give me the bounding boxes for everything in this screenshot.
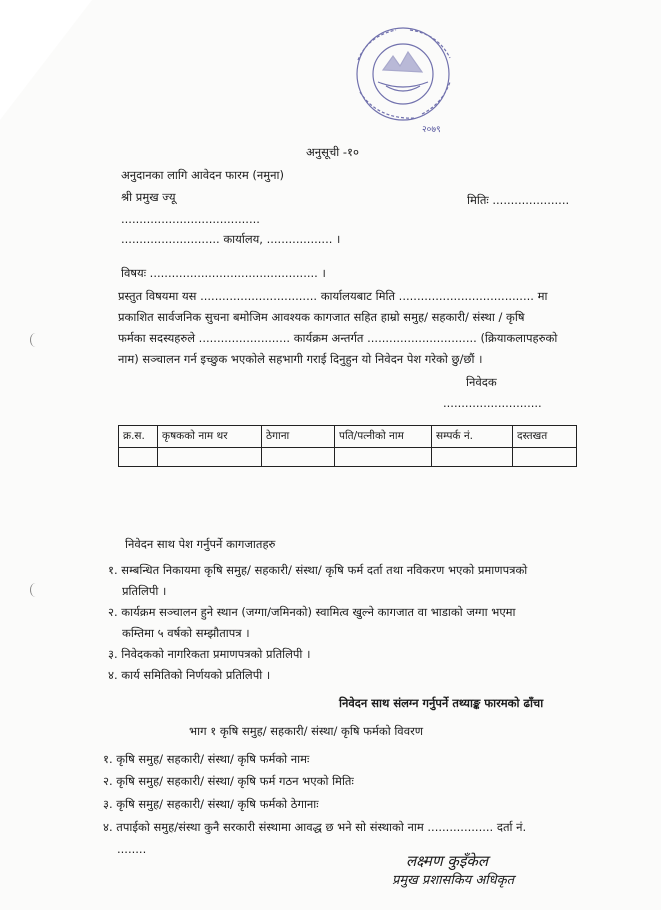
table-header-row bbox=[119, 426, 577, 448]
documents-heading: निवेदन साथ पेश गर्नुपर्ने कागजातहरु bbox=[125, 537, 276, 551]
svg-text:२०७९: २०७९ bbox=[422, 125, 441, 134]
table-header: क्र.स. bbox=[119, 426, 158, 448]
officer-signature bbox=[392, 848, 542, 898]
table-header: पति/पत्नीको नाम bbox=[335, 426, 432, 448]
punch-hole-mark bbox=[30, 333, 41, 347]
date-field: मितिः ..................... bbox=[467, 193, 570, 207]
signature-title: प्रमुख प्रशासकिय अधिकृत bbox=[392, 873, 515, 888]
punch-hole-mark bbox=[30, 583, 41, 597]
table-header: ठेगाना bbox=[262, 426, 335, 448]
attachment-heading: निवेदन साथ संलग्न गर्नुपर्ने तथ्याङ्क फारमको ढाँचा bbox=[339, 696, 544, 710]
subject-line: विषयः .............................................. । bbox=[121, 266, 326, 280]
part1-item: १. कृषि समुह/ सहकारी/ संस्था/ कृषि फर्मको नामः bbox=[103, 752, 310, 766]
body-line: नाम) सञ्चालन गर्न इच्छुक भएकोले सहभागी गराई दिनुहुन यो निवेदन पेश गरेको छु/छौं । bbox=[118, 352, 483, 366]
part1-item: ४. तपाईको समुह/संस्था कुनै सरकारी संस्थामा आवद्ध छ भने सो संस्थाको नाम .................. दर्ता नं. bbox=[103, 820, 527, 834]
form-title: अनुदानका लागि आवेदन फारम (नमुना) bbox=[121, 168, 284, 182]
part1-item-continued: ........ bbox=[117, 842, 147, 856]
table-header: सम्पर्क नं. bbox=[432, 426, 513, 448]
body-line: प्रकाशित सार्वजनिक सुचना बमोजिम आवश्यक कागजात सहित हाम्रो समुह/ सहकारी/ संस्था / कृषि bbox=[118, 310, 525, 324]
table-cell bbox=[432, 447, 513, 466]
part1-heading: भाग १ कृषि समुह/ सहकारी/ संस्था/ कृषि फर्मको विवरण bbox=[189, 724, 424, 738]
table-cell bbox=[119, 447, 158, 466]
address-line-2: ........................... कार्यालय, .................. । bbox=[121, 232, 341, 246]
address-line-1: ...................................... bbox=[121, 212, 260, 226]
document-item: १. सम्बन्धित निकायमा कृषि समुह/ सहकारी/ संस्था/ कृषि फर्म दर्ता तथा नविकरण भएको प्रमाणपत्रको bbox=[108, 563, 528, 577]
signature-name: लक्ष्मण कुइँकेल bbox=[406, 852, 489, 870]
applicant-signature-line: ........................... bbox=[443, 396, 542, 410]
document-item-continued: प्रतिलिपी । bbox=[122, 584, 167, 598]
table-cell bbox=[513, 447, 577, 466]
document-item: ३. निवेदकको नागरिकता प्रमाणपत्रको प्रतिलिपी । bbox=[108, 647, 311, 661]
table-header: दस्तखत bbox=[513, 426, 577, 448]
body-line: प्रस्तुत विषयमा यस ................................ कार्यालयबाट मिति ..................................... मा bbox=[118, 289, 548, 303]
document-item-continued: कम्तिमा ५ वर्षको सम्झौतापत्र । bbox=[122, 626, 250, 640]
part1-item: ३. कृषि समुह/ सहकारी/ संस्था/ कृषि फर्मको ठेगानाः bbox=[103, 797, 319, 811]
part1-item: २. कृषि समुह/ सहकारी/ संस्था/ कृषि फर्म गठन भएको मितिः bbox=[103, 774, 354, 788]
table-header: कृषकको नाम थर bbox=[158, 426, 262, 448]
table-row bbox=[119, 447, 577, 466]
applicant-label: निवेदक bbox=[466, 375, 497, 389]
document-item: २. कार्यक्रम सञ्चालन हुने स्थान (जग्गा/जमिनको) स्वामित्व खुल्ने कागजात वा भाडाको जग्गा भएमा bbox=[108, 605, 516, 619]
document-item: ४. कार्य समितिको निर्णयको प्रतिलिपी । bbox=[108, 668, 271, 682]
table-cell bbox=[335, 447, 432, 466]
official-seal-stamp bbox=[338, 22, 468, 134]
addressee: श्री प्रमुख ज्यू bbox=[121, 190, 176, 204]
body-line: फर्मका सदस्यहरुले ......................... कार्यक्रम अन्तर्गत .............................. (क्रियाकलापहरुको bbox=[118, 331, 558, 345]
folded-corner bbox=[0, 0, 92, 120]
table-cell bbox=[158, 447, 262, 466]
farmer-details-table bbox=[118, 425, 577, 467]
table-cell bbox=[262, 447, 335, 466]
annex-title: अनुसूची -१० bbox=[306, 145, 359, 159]
